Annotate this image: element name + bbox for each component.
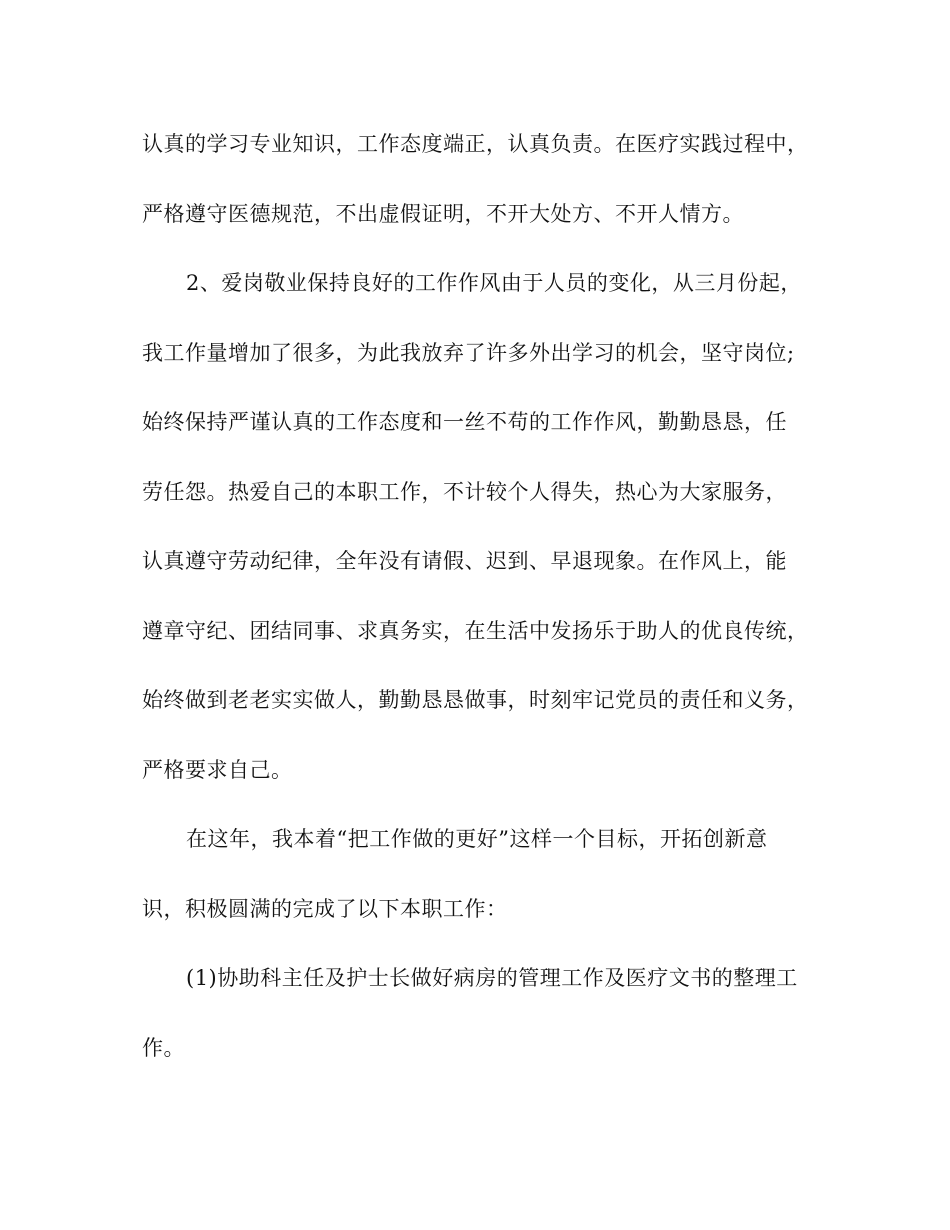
text-line: 我工作量增加了很多，为此我放弃了许多外出学习的机会，坚守岗位;	[142, 340, 795, 365]
text-line: 认真的学习专业知识，工作态度端正，认真负责。在医疗实践过程中，	[142, 132, 809, 156]
text-line: 识，积极圆满的完成了以下本职工作：	[142, 896, 508, 921]
text-line: 作。	[142, 1035, 185, 1060]
text-line: 始终做到老老实实做人，勤勤恳恳做事，时刻牢记党员的责任和义务，	[142, 688, 809, 712]
text-line: (1)协助科主任及护士长做好病房的管理工作及医疗文书的整理工	[186, 966, 798, 990]
text-line: 认真遵守劳动纪律，全年没有请假、迟到、早退现象。在作风上，能	[142, 549, 787, 573]
text-line: 在这年，我本着“把工作做的更好”这样一个目标，开拓创新意	[186, 827, 768, 851]
text-line: 2、爱岗敬业保持良好的工作作风由于人员的变化，从三月份起，	[186, 271, 802, 295]
document-body	[142, 124, 812, 1097]
text-line: 始终保持严谨认真的工作态度和一丝不苟的工作作风，勤勤恳恳，任	[142, 410, 787, 434]
text-line: 劳任怨。热爱自己的本职工作，不计较个人得失，热心为大家服务，	[142, 479, 787, 504]
text-line: 严格遵守医德规范，不出虚假证明，不开大处方、不开人情方。	[142, 201, 744, 226]
text-line: 遵章守纪、团结同事、求真务实，在生活中发扬乐于助人的优良传统，	[142, 618, 809, 643]
text-line: 严格要求自己。	[142, 757, 293, 782]
